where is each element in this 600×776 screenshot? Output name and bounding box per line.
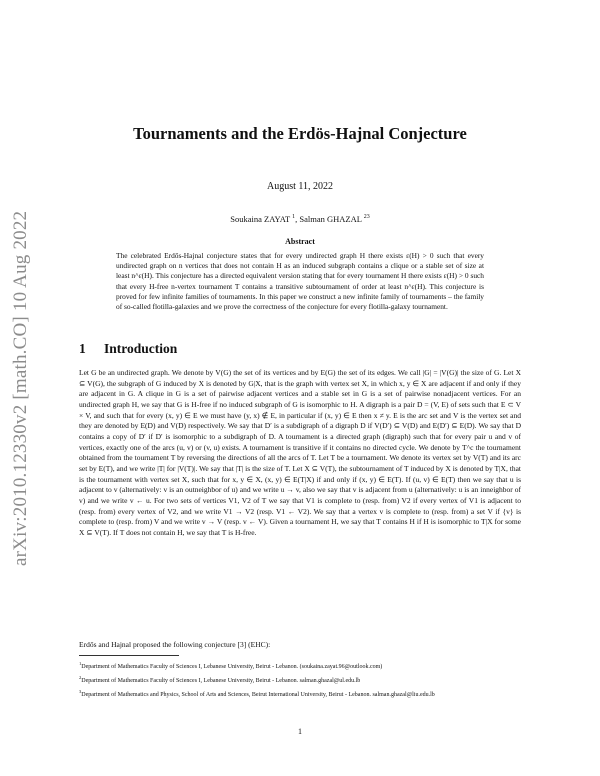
section-number: 1 [79,341,86,356]
author-name: Soukaina ZAYAT [230,214,290,224]
footnote-mark: 3 [79,688,82,694]
arxiv-identifier[interactable]: arXiv:2010.12330v2 [math.CO] 10 Aug 2022 [10,210,31,566]
footnotes [79,660,521,699]
conjecture-intro-paragraph: Erdős and Hajnal proposed the following conjecture [3] (EHC): [79,640,271,649]
author-affiliation-mark: 1 [292,214,296,221]
footnote [79,674,521,685]
author-list [60,214,540,224]
footnote-divider [79,655,179,656]
footnote-text: Department of Mathematics Faculty of Sciences I, Lebanese University, Beirut - Lebanon. (soukaina.zayat.96@outlook.com) [81,664,383,670]
page-number: 1 [298,727,302,736]
footnote-mark: 1 [79,661,82,666]
section-heading [79,341,177,357]
abstract-text: The celebrated Erdős-Hajnal conjecture states that for every undirected graph H there exists ε(H) > 0 such that every undirected graph on n vertices that does not contain H as an induced subgraph contains a clique or a stable set of size at least n^ε(H). This conjecture has a directed equivalent version stating that for every tournament H there exists ε(H) > 0 such that every H-free n-vertex tournament T contains a transitive subtournament of order at least n^ε(H). This conjecture is proved for few infinite families of tournaments. In this paper we construct a new infinite family of tournaments – the family of so-called flotilla-galaxies and we prove the correctness of the conjecture for every flotilla-galaxy tournament. [116,251,484,312]
author-name: Salman GHAZAL [299,214,362,224]
footnote-text: Department of Mathematics and Physics, School of Arts and Sciences, Beirut International University, Beirut - Lebanon. salman.ghazal@liu.edu.lb [81,691,435,698]
footnote [79,660,521,671]
footnote-text: Department of Mathematics Faculty of Sciences I, Lebanese University, Beirut - Lebanon. salman.ghazal@ul.edu.lb [81,677,361,684]
author-affiliation-mark: 23 [363,214,370,221]
section-title: Introduction [104,341,178,356]
footnote [79,688,521,699]
paper-title: Tournaments and the Erdös-Hajnal Conjecture [133,124,467,143]
footnote-mark: 2 [79,674,82,680]
abstract-heading: Abstract [285,237,315,246]
intro-paragraph: Let G be an undirected graph. We denote by V(G) the set of its vertices and by E(G) the set of its edges. We call |G| = |V(G)| the size of G. Let X ⊆ V(G), the subgraph of G induced by X is denoted by G|X, that is the graph with vertex set X, in which x, y ∈ X are adjacent if and only if they are adjacent in G. A clique in G is a set of pairwise adjacent vertices and a stable set in G is a set of pairwise nonadjacent vertices. For an undirected graph H, we say that G is H-free if no induced subgraph of G is isomorphic to H. A digraph is a pair D = (V, E) of sets such that E ⊂ V × V, and such that for every (x, y) ∈ E we must have (y, x) ∉ E, in particular if (x, y) ∈ E then x ≠ y. E is the arc set and V is the vertex set and they are denoted by E(D) and V(D) respectively. We say that D′ is a subdigraph of a digraph D if V(D′) ⊆ V(D) and E(D′) ⊆ E(D). We say that D contains a copy of D′ if D′ is isomorphic to a subdigraph of D. A tournament is a directed graph (digraph) such that for every pair u and v of vertices, exactly one of the arcs (u, v) or (v, u) exists. A tournament is transitive if it contains no directed cycle. We denote by T^c the tournament obtained from the tournament T by reversing the directions of all the arcs of T. Let T be a tournament. We denote its vertex set by V(T) and its arc set by E(T), and we write |T| for |V(T)|. We say that |T| is the size of T. Let X ⊆ V(T), the subtournament of T induced by X is denoted by T|X, that is the tournament with vertex set X, such that for x, y ∈ X, (x, y) ∈ E(T|X) if and only if (x, y) ∈ E(T). If (u, v) ∈ E(T) then we say that u is adjacent to v (alternatively: v is an outneighbor of u) and we write u → v, also we say that v is adjacent from u (alternatively: u is an inneighbor of v) and we write v ← u. For two sets of vertices V1, V2 of T we say that V1 is complete to (resp. from) V2 if every vertex of V1 is adjacent to (resp. from) every vertex of V2, and we write V1 → V2 (resp. V1 ← V2). We say that a vertex v is complete to (resp. from) a set V if {v} is complete to (resp. from) V and we write v → V (resp. v ← V). Given a tournament H, we say that T contains H if H is isomorphic to T|X for some X ⊆ V(T). If T does not contain H, we say that T is H-free. [79,368,521,537]
author-separator: , [295,214,300,224]
paper-date: August 11, 2022 [266,181,334,192]
